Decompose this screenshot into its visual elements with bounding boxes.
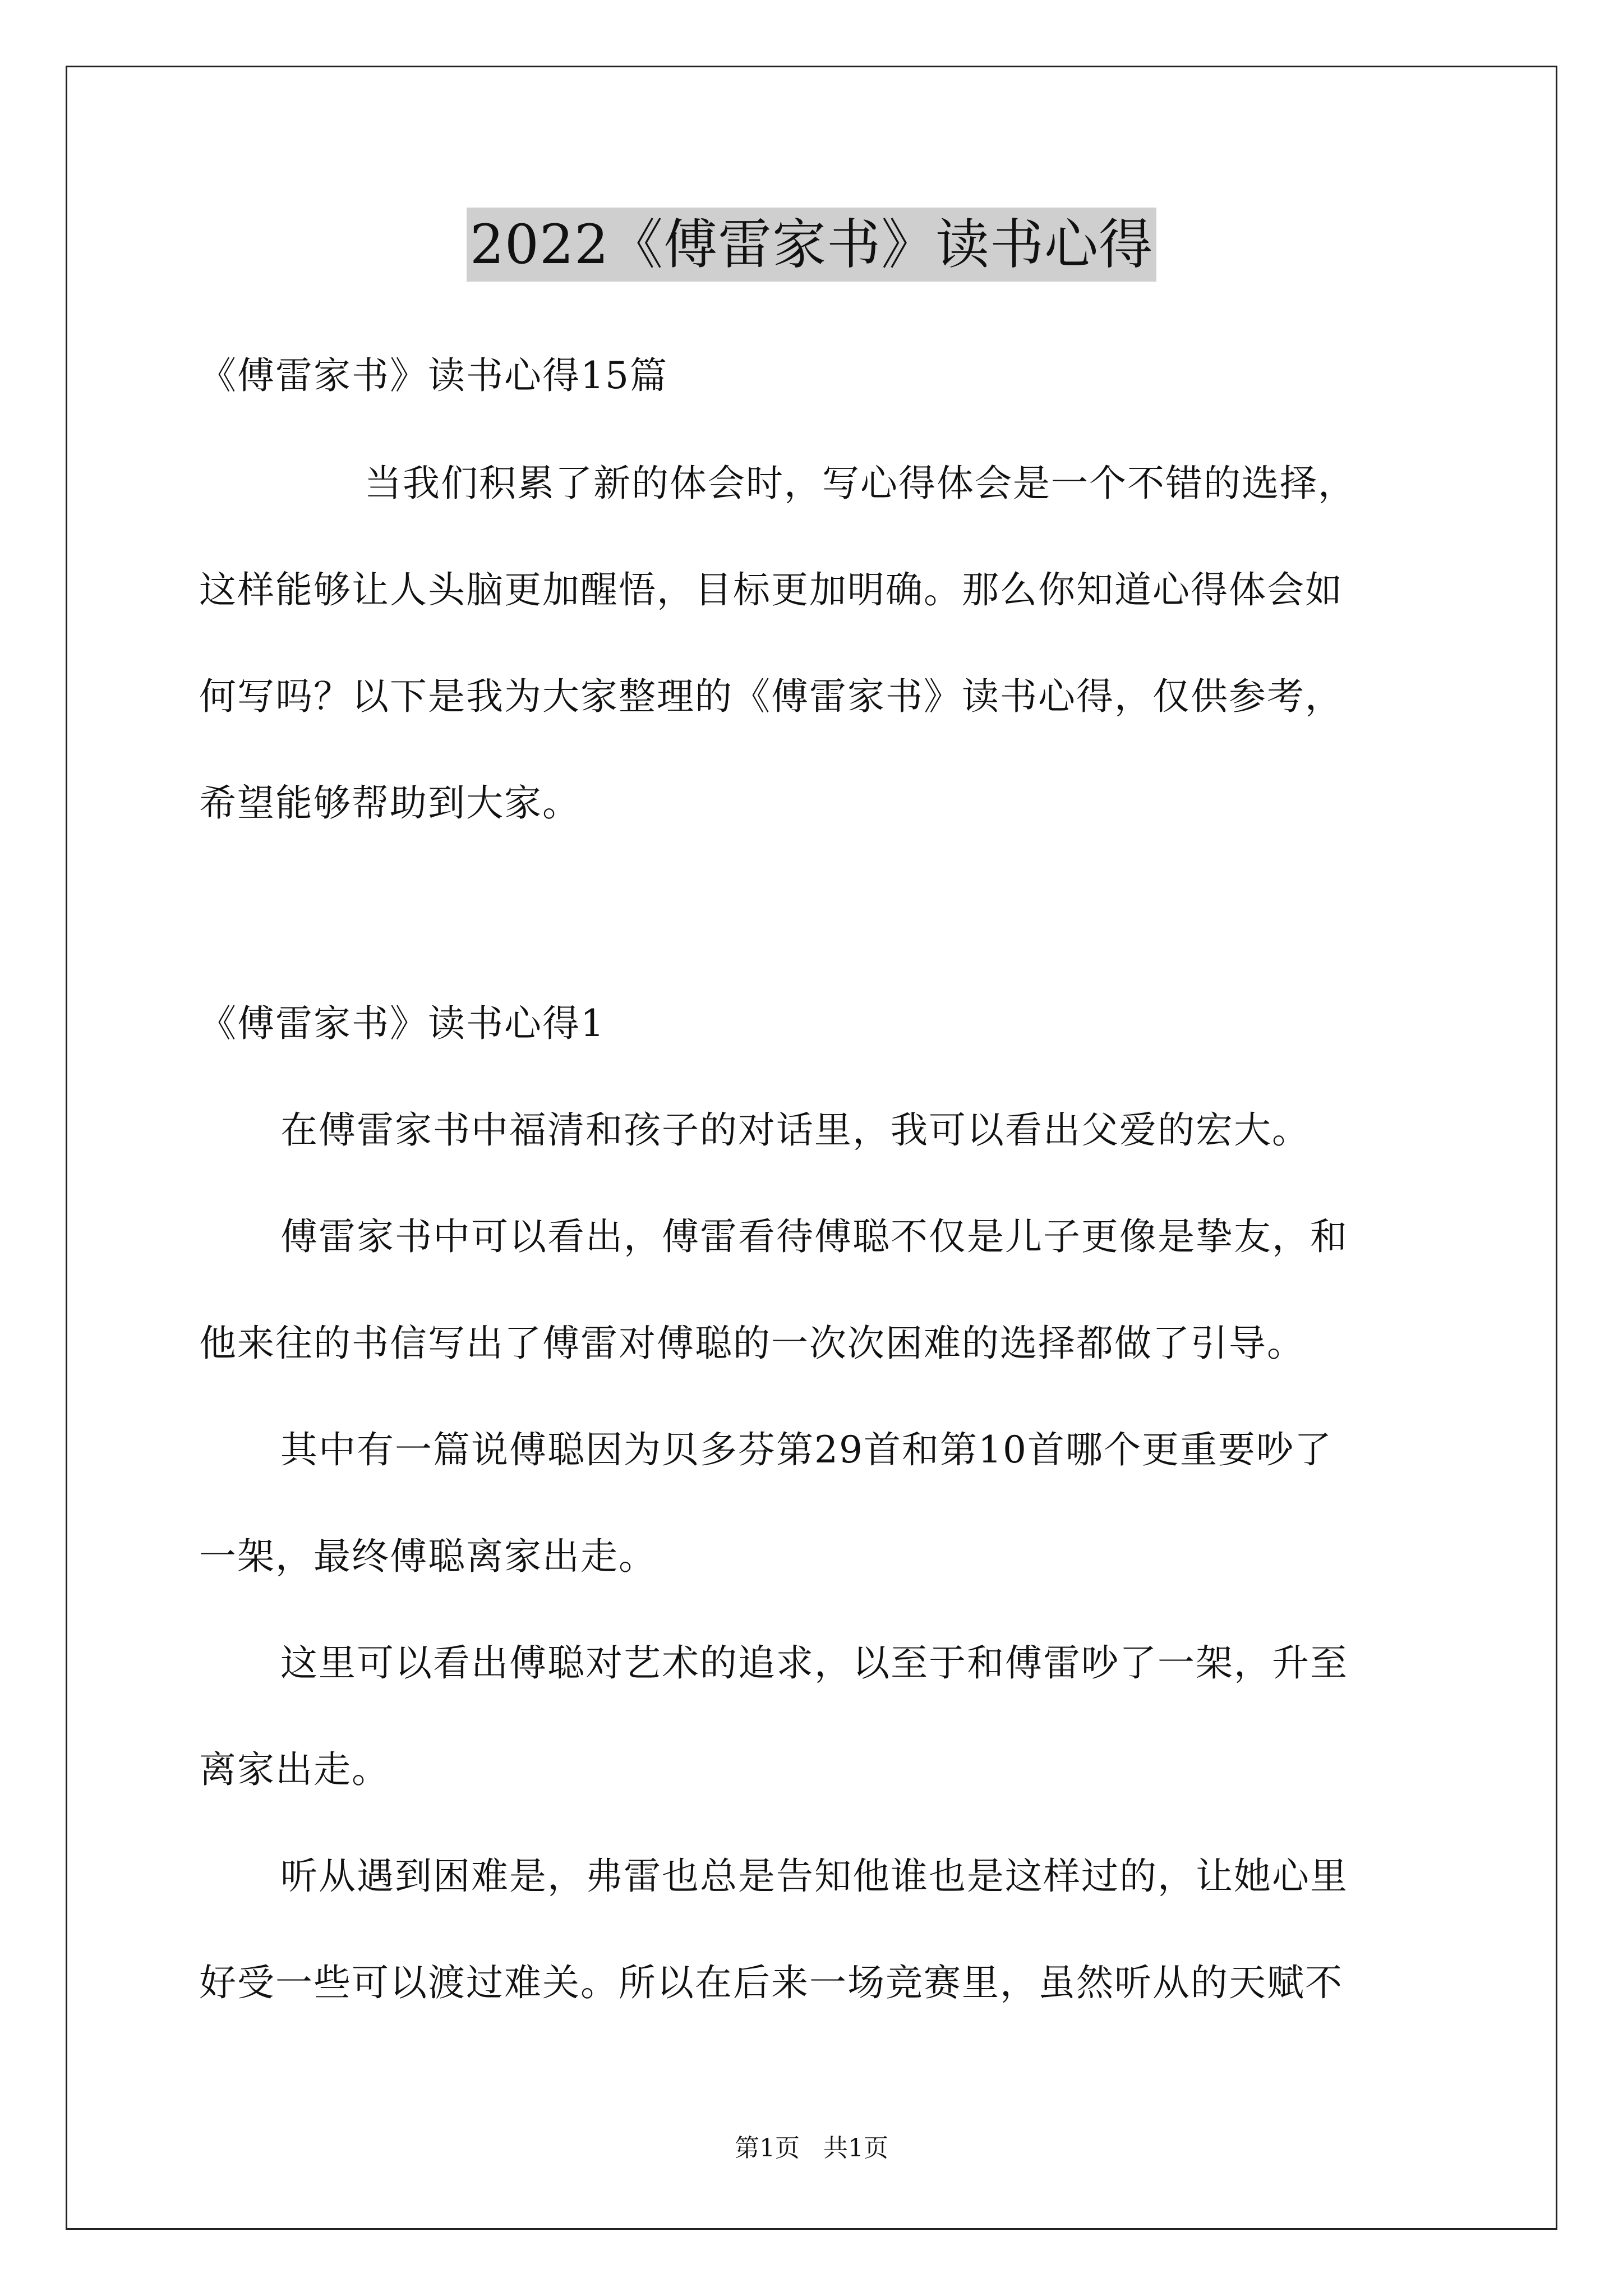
body-line-8: 听从遇到困难是，弗雷也总是告知他谁也是这样过的，让她心里 [280, 1855, 1348, 1898]
title-container [0, 208, 1623, 282]
body-line-9: 好受一些可以渡过难关。所以在后来一场竞赛里，虽然听从的天赋不 [199, 1961, 1343, 2004]
body-line-1: 在傅雷家书中福清和孩子的对话里，我可以看出父爱的宏大。 [280, 1108, 1310, 1152]
document-title: 2022《傅雷家书》读书心得 [467, 208, 1156, 282]
intro-line-1: 当我们积累了新的体会时，写心得体会是一个不错的选择， [365, 462, 1356, 505]
body-line-5: 一架，最终傅聪离家出走。 [199, 1535, 657, 1578]
section-heading: 《傅雷家书》读书心得1 [199, 1002, 605, 1045]
body-line-3: 他来往的书信写出了傅雷对傅聪的一次次困难的选择都做了引导。 [199, 1322, 1305, 1365]
intro-line-3: 何写吗？以下是我为大家整理的《傅雷家书》读书心得，仅供参考， [199, 675, 1343, 718]
body-line-7: 离家出走。 [199, 1748, 390, 1791]
page-footer: 第1页 共1页 [735, 2134, 888, 2162]
body-line-6: 这里可以看出傅聪对艺术的追求，以至于和傅雷吵了一架，升至 [280, 1641, 1348, 1685]
body-line-2: 傅雷家书中可以看出，傅雷看待傅聪不仅是儿子更像是挚友，和 [280, 1215, 1348, 1258]
intro-line-4: 希望能够帮助到大家。 [199, 781, 580, 825]
body-line-4: 其中有一篇说傅聪因为贝多芬第29首和第10首哪个更重要吵了 [280, 1428, 1332, 1471]
intro-line-2: 这样能够让人头脑更加醒悟，目标更加明确。那么你知道心得体会如 [199, 568, 1343, 611]
document-subtitle: 《傅雷家书》读书心得15篇 [199, 354, 668, 397]
